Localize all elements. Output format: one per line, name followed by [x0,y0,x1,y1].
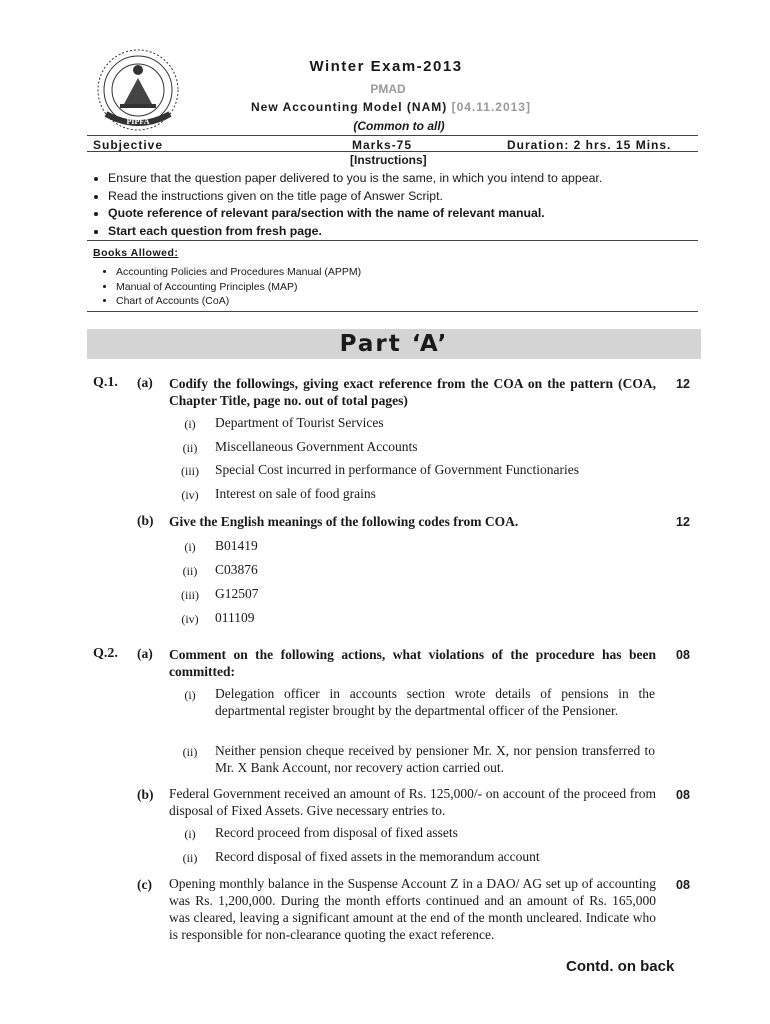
question-text: Federal Government received an amount of Rs. 125,000/- on account of the proceed from disposal of Fixed Assets. Give necessary entries to. [169,786,656,818]
divider [87,135,698,136]
paper-title [6,100,770,114]
book-item: • Chart of Accounts (CoA) [116,294,361,309]
exam-title: Winter Exam-2013 [309,58,463,75]
audience-note: (Common to all) [353,119,445,133]
question-text: Give the English meanings of the following codes from COA. [169,514,519,529]
item-text: Record proceed from disposal of fixed assets [215,825,458,840]
item-label: (ii) [182,745,198,759]
book-item: • Manual of Accounting Principles (MAP) [116,280,361,295]
item-label: (i) [184,827,196,841]
item-text: G12507 [215,586,259,601]
item-label: (i) [184,540,196,554]
item-text: Record disposal of fixed assets in the memorandum account [215,849,540,864]
divider [87,240,698,241]
question-text: Codify the followings, giving exact reference from the COA on the pattern (COA, Chapter Title, page no. out of total pages) [169,376,656,408]
instructions-list [88,170,708,240]
books-list [98,265,361,309]
question-number: Q.2. [93,646,118,661]
subquestion-label: (b) [137,787,154,802]
organization: PMAD [370,82,406,96]
books-heading: Books Allowed: [93,247,179,259]
question-number: Q.1. [93,375,118,390]
item-text: Neither pension cheque received by pensioner Mr. X, nor pension transferred to Mr. X Bank Account, nor recovery action carried out. [215,743,655,775]
item-label: (ii) [182,441,198,455]
item-label: (i) [184,417,196,431]
seal-text: PIPFA [126,117,150,126]
question-text: Opening monthly balance in the Suspense Account Z in a DAO/ AG set up of accounting was Rs. 1,200,000. During the month efforts continued and an amount of Rs. 165,000 was cleared, leaving a significant amount at the end of the month uncleared. Indicate who is responsible for non-clearance quoting the exact reference. [169,876,656,942]
item-text: Delegation officer in accounts section wrote details of pensions in the departmental register brought by the departmental officer of the Pensioner. [215,686,655,718]
item-text: B01419 [215,538,258,553]
book-item: • Accounting Policies and Procedures Manual (APPM) [116,265,361,280]
question-marks: 08 [676,788,690,802]
question-marks: 08 [676,878,690,892]
item-label: (iii) [181,464,199,478]
question-marks: 12 [676,515,690,529]
item-text: Miscellaneous Government Accounts [215,439,418,454]
item-label: (ii) [182,851,198,865]
item-text: C03876 [215,562,258,577]
divider [87,311,698,312]
instruction-item: • Read the instructions given on the title page of Answer Script. [108,188,708,206]
part-heading: Part ‘A’ [87,329,701,359]
total-marks: Marks-75 [352,138,413,152]
item-text: Special Cost incurred in performance of Government Functionaries [215,462,580,477]
question-marks: 08 [676,648,690,662]
instruction-item: • Start each question from fresh page. [108,223,708,241]
subquestion-label: (a) [137,375,153,390]
instruction-item: • Quote reference of relevant para/section with the name of relevant manual. [108,205,708,223]
subquestion-label: (a) [137,646,153,661]
question-marks: 12 [676,377,690,391]
exam-duration: Duration: 2 hrs. 15 Mins. [507,138,672,152]
item-label: (iv) [181,612,199,626]
paper-date: [04.11.2013] [451,100,531,114]
instruction-item: • Ensure that the question paper delivered to you is the same, in which you intend to appear. [108,170,708,188]
item-text: Interest on sale of food grains [215,486,376,501]
subquestion-label: (c) [137,877,152,892]
paper-name: New Accounting Model (NAM) [251,100,448,114]
exam-type: Subjective [93,138,164,152]
item-label: (iv) [181,488,199,502]
item-text: 011109 [215,610,255,625]
question-text: Comment on the following actions, what violations of the procedure has been committed: [169,647,656,679]
item-label: (ii) [182,564,198,578]
divider [87,151,698,152]
subquestion-label: (b) [137,513,154,528]
continued-note: Contd. on back [566,958,675,975]
item-text: Department of Tourist Services [215,415,384,430]
item-label: (i) [184,688,196,702]
instructions-heading: [Instructions] [350,153,427,167]
item-label: (iii) [181,588,199,602]
